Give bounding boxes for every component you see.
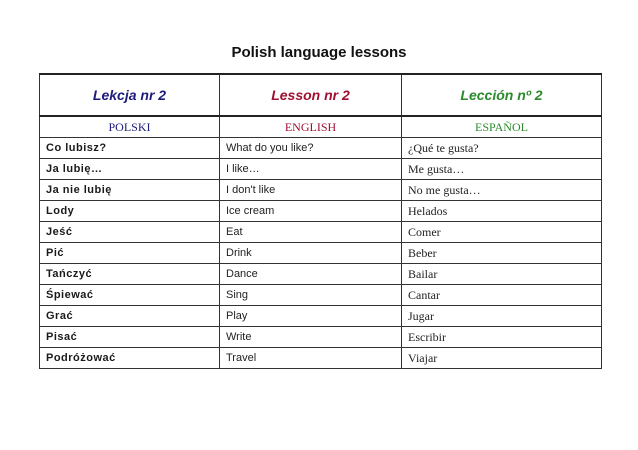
english-word-cell: Ice cream	[220, 201, 402, 222]
english-word-cell: Drink	[220, 243, 402, 264]
polish-word-cell: Ja lubię…	[40, 159, 220, 180]
lesson-title-english: Lesson nr 2	[220, 74, 402, 116]
table-row	[40, 348, 602, 369]
polish-word-cell: Co lubisz?	[40, 138, 220, 159]
spanish-word-cell: ¿Qué te gusta?	[402, 138, 602, 159]
table-row	[40, 264, 602, 285]
language-header-row	[40, 116, 602, 138]
polish-word-cell: Pić	[40, 243, 220, 264]
spanish-word-cell: Escribir	[402, 327, 602, 348]
english-word-cell: Sing	[220, 285, 402, 306]
spanish-word-cell: Beber	[402, 243, 602, 264]
spanish-word-cell: Helados	[402, 201, 602, 222]
polish-word-cell: Śpiewać	[40, 285, 220, 306]
table-row	[40, 306, 602, 327]
polish-word-cell: Tańczyć	[40, 264, 220, 285]
vocabulary-table-body	[40, 74, 602, 369]
spanish-word-cell: Me gusta…	[402, 159, 602, 180]
table-row	[40, 180, 602, 201]
english-word-cell: Travel	[220, 348, 402, 369]
polish-word-cell: Jeść	[40, 222, 220, 243]
table-row	[40, 222, 602, 243]
vocabulary-table	[39, 73, 602, 369]
english-word-cell: Dance	[220, 264, 402, 285]
page-title: Polish language lessons	[231, 44, 407, 61]
polish-word-cell: Grać	[40, 306, 220, 327]
polish-word-cell: Podróżować	[40, 348, 220, 369]
english-word-cell: Write	[220, 327, 402, 348]
english-word-cell: I don't like	[220, 180, 402, 201]
table-row	[40, 159, 602, 180]
table-row	[40, 285, 602, 306]
language-header-polish: POLSKI	[40, 116, 220, 138]
table-row	[40, 201, 602, 222]
lesson-title-polish: Lekcja nr 2	[40, 74, 220, 116]
spanish-word-cell: Jugar	[402, 306, 602, 327]
polish-word-cell: Ja nie lubię	[40, 180, 220, 201]
english-word-cell: I like…	[220, 159, 402, 180]
language-header-english: ENGLISH	[220, 116, 402, 138]
english-word-cell: What do you like?	[220, 138, 402, 159]
lesson-title-spanish: Lección nº 2	[402, 74, 602, 116]
spanish-word-cell: Viajar	[402, 348, 602, 369]
polish-word-cell: Pisać	[40, 327, 220, 348]
polish-word-cell: Lody	[40, 201, 220, 222]
english-word-cell: Play	[220, 306, 402, 327]
spanish-word-cell: Bailar	[402, 264, 602, 285]
lesson-title-row	[40, 74, 602, 116]
spanish-word-cell: No me gusta…	[402, 180, 602, 201]
english-word-cell: Eat	[220, 222, 402, 243]
spanish-word-cell: Comer	[402, 222, 602, 243]
table-row	[40, 243, 602, 264]
language-header-spanish: ESPAÑOL	[402, 116, 602, 138]
table-row	[40, 327, 602, 348]
table-row	[40, 138, 602, 159]
spanish-word-cell: Cantar	[402, 285, 602, 306]
